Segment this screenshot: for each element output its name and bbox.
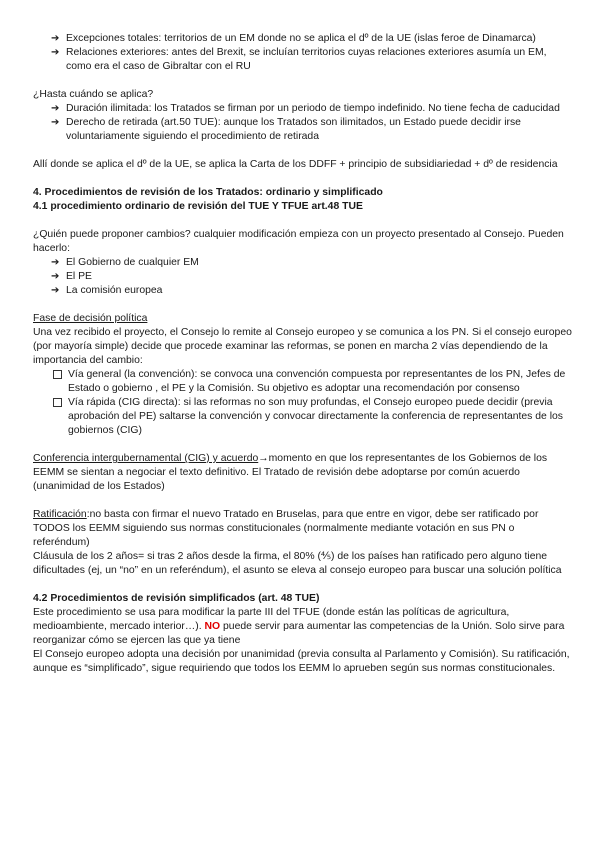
section-heading-4-2: 4.2 Procedimientos de revisión simplificados (art. 48 TUE) — [33, 593, 320, 604]
arrow-icon: ➔ — [51, 103, 60, 114]
paragraph-simplificado: Este procedimiento se usa para modificar la parte III del TFUE (donde están las políticas de agricultura, medioambiente, mercado interior…). NO puede servir para aumentar las competencias de la Unión. Solo sirve para reorganizar cómo se ejercen las que ya tiene — [33, 607, 565, 646]
via-list — [33, 368, 573, 438]
document-page — [33, 32, 573, 676]
section-heading-4-1: 4.1 procedimiento ordinario de revisión del TUE Y TFUE art.48 TUE — [33, 201, 363, 212]
subheading-fase: Fase de decisión política — [33, 313, 148, 324]
paragraph-alli: Allí donde se aplica el dº de la UE, se aplica la Carta de los DDFF + principio de subsidiariedad + dº de residencia — [33, 159, 558, 170]
territorio-list — [33, 32, 573, 74]
list-item: ➔ La comisión europea — [51, 285, 163, 296]
emphasis-no: NO — [204, 621, 221, 632]
term-cig: Conferencia intergubernamental (CIG) y acuerdo — [33, 453, 259, 464]
paragraph-cig: Conferencia intergubernamental (CIG) y acuerdo→momento en que los representantes de los Gobiernos de los EEMM se sientan a negociar el texto definitivo. El Tratado de revisión debe adoptarse por común acuerdo (unanimidad de los Estados) — [33, 453, 548, 492]
list-item: ➔ El Gobierno de cualquier EM — [51, 257, 199, 268]
paragraph-ratificacion: Ratificación:no basta con firmar el nuevo Tratado en Bruselas, para que entre en vigor, debe ser ratificado por TODOS los EEMM siguiendo sus normas constitucionales (normalmente mediante votación en sus PN o referéndum) — [33, 509, 539, 548]
list-item: ➔ Excepciones totales: territorios de un EM donde no se aplica el dº de la UE (islas feroe de Dinamarca) — [51, 33, 536, 44]
quien-list — [33, 256, 573, 298]
list-item: ➔ Relaciones exteriores: antes del Brexit, se incluían territorios cuyas relaciones exteriores asumía un EM, como era el caso de Gibraltar con el RU — [51, 47, 547, 72]
paragraph-clausula: Cláusula de los 2 años= si tras 2 años desde la firma, el 80% (⅘) de los países han ratificado pero alguno tiene dificultades (ej, un “no” en un referéndum), el asunto se eleva al consejo europeo para buscar una solución política — [33, 551, 562, 576]
checkbox-icon — [53, 368, 68, 396]
list-item: Vía rápida (CIG directa): si las reformas no son muy profundas, el Consejo europeo puede decidir (previa aprobación del PE) saltarse la convención y convocar directamente la conferencia de representantes de los gobiernos (CIG) — [53, 396, 573, 438]
checkbox-icon — [53, 396, 68, 438]
term-ratificacion: Ratificación — [33, 509, 87, 520]
section-heading-4: 4. Procedimientos de revisión de los Tratados: ordinario y simplificado — [33, 187, 383, 198]
list-item: ➔ Derecho de retirada (art.50 TUE): aunque los Tratados son ilimitados, un Estado puede decidir irse voluntariamente siguiendo el procedimiento de retirada — [51, 117, 521, 142]
question-text: ¿Hasta cuándo se aplica? — [33, 89, 154, 100]
list-item: ➔ Duración ilimitada: los Tratados se firman por un periodo de tiempo indefinido. No tiene fecha de caducidad — [51, 103, 560, 114]
arrow-icon: ➔ — [51, 117, 60, 128]
arrow-icon: ➔ — [51, 257, 60, 268]
arrow-icon: ➔ — [51, 285, 60, 296]
arrow-icon: ➔ — [51, 271, 60, 282]
arrow-icon: ➔ — [51, 33, 60, 44]
list-item: Vía general (la convención): se convoca una convención compuesta por representantes de los PN, Jefes de Estado o gobierno , el PE y la Comisión. Su objetivo es adoptar una recomendación por consenso — [53, 368, 573, 396]
list-item: ➔ El PE — [51, 271, 92, 282]
hasta-list — [33, 102, 573, 144]
paragraph-fase: Una vez recibido el proyecto, el Consejo lo remite al Consejo europeo y se comunica a los PN. Si el consejo europeo (por mayoría simple) decide que procede examinar las reformas, se ponen en marcha 2 vías dependiendo de la importancia del cambio: — [33, 327, 572, 366]
paragraph-quien: ¿Quién puede proponer cambios? cualquier modificación empieza con un proyecto presentado al Consejo. Pueden hacerlo: — [33, 229, 564, 254]
paragraph-consejo: El Consejo europeo adopta una decisión por unanimidad (previa consulta al Parlamento y Comisión). Su ratificación, aunque es “simplificado”, sigue requiriendo que todos los EEMM lo aprueben según sus normas constitucionales. — [33, 649, 570, 674]
arrow-icon: ➔ — [51, 47, 60, 58]
